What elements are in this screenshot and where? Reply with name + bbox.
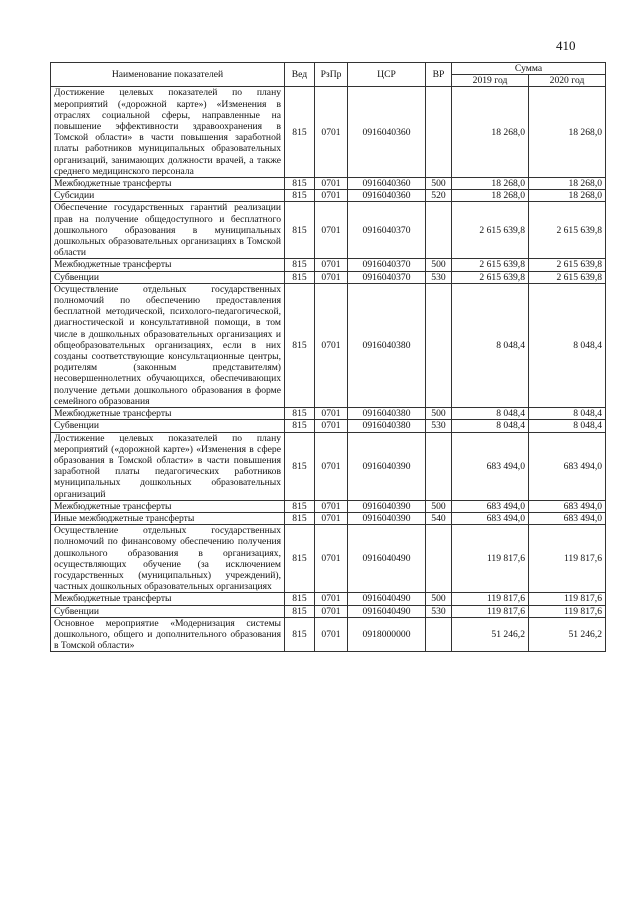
cell-csr: 0916040360	[348, 178, 426, 190]
cell-rzpr: 0701	[315, 87, 348, 178]
cell-csr: 0916040390	[348, 512, 426, 524]
cell-rzpr: 0701	[315, 512, 348, 524]
cell-rzpr: 0701	[315, 420, 348, 432]
cell-name: Иные межбюджетные трансферты	[51, 512, 285, 524]
cell-csr: 0916040370	[348, 259, 426, 271]
cell-csr: 0916040370	[348, 202, 426, 259]
cell-amount-2019: 18 268,0	[452, 190, 529, 202]
header-csr: ЦСР	[348, 63, 426, 87]
cell-amount-2019: 2 615 639,8	[452, 271, 529, 283]
table-header	[51, 63, 606, 87]
cell-amount-2020: 2 615 639,8	[529, 259, 606, 271]
cell-amount-2020: 18 268,0	[529, 87, 606, 178]
table-row	[51, 259, 606, 271]
cell-amount-2019: 119 817,6	[452, 605, 529, 617]
table-row	[51, 271, 606, 283]
cell-name: Межбюджетные трансферты	[51, 593, 285, 605]
table-row	[51, 283, 606, 407]
cell-vr	[426, 202, 452, 259]
cell-amount-2020: 2 615 639,8	[529, 202, 606, 259]
cell-amount-2020: 51 246,2	[529, 617, 606, 652]
cell-amount-2020: 8 048,4	[529, 408, 606, 420]
cell-name: Достижение целевых показателей по плану мероприятий («дорожной карте») «Изменения в сфере образования в Томской области» в части повышения заработной платы педагогических работников муниципальных дошкольных образовательных организаций	[51, 432, 285, 500]
table-row	[51, 593, 606, 605]
cell-csr: 0916040370	[348, 271, 426, 283]
table-row	[51, 190, 606, 202]
cell-vr	[426, 432, 452, 500]
cell-amount-2019: 683 494,0	[452, 432, 529, 500]
cell-rzpr: 0701	[315, 283, 348, 407]
cell-rzpr: 0701	[315, 178, 348, 190]
cell-vr: 540	[426, 512, 452, 524]
cell-name: Межбюджетные трансферты	[51, 408, 285, 420]
cell-csr: 0916040360	[348, 190, 426, 202]
cell-name: Обеспечение государственных гарантий реализации прав на получение общедоступного и бесплатного дошкольного образования в муниципальных дошкольных образовательных организациях в Томской области	[51, 202, 285, 259]
cell-rzpr: 0701	[315, 525, 348, 593]
header-year-2019: 2019 год	[452, 75, 529, 87]
cell-rzpr: 0701	[315, 617, 348, 652]
cell-vr: 500	[426, 178, 452, 190]
cell-amount-2019: 8 048,4	[452, 420, 529, 432]
cell-name: Межбюджетные трансферты	[51, 259, 285, 271]
cell-csr: 0916040390	[348, 500, 426, 512]
cell-vr	[426, 617, 452, 652]
table-row	[51, 178, 606, 190]
cell-amount-2020: 18 268,0	[529, 178, 606, 190]
table-row	[51, 525, 606, 593]
cell-rzpr: 0701	[315, 500, 348, 512]
cell-ved: 815	[285, 432, 315, 500]
cell-rzpr: 0701	[315, 202, 348, 259]
page-number: 410	[556, 38, 576, 53]
table-row	[51, 87, 606, 178]
cell-ved: 815	[285, 420, 315, 432]
cell-vr	[426, 525, 452, 593]
cell-ved: 815	[285, 283, 315, 407]
table-body	[51, 87, 606, 652]
header-ved: Вед	[285, 63, 315, 87]
table-row	[51, 512, 606, 524]
cell-ved: 815	[285, 525, 315, 593]
cell-rzpr: 0701	[315, 593, 348, 605]
cell-ved: 815	[285, 593, 315, 605]
cell-csr: 0916040490	[348, 525, 426, 593]
cell-rzpr: 0701	[315, 271, 348, 283]
cell-amount-2020: 683 494,0	[529, 500, 606, 512]
cell-vr: 530	[426, 420, 452, 432]
cell-csr: 0916040390	[348, 432, 426, 500]
cell-rzpr: 0701	[315, 605, 348, 617]
cell-ved: 815	[285, 259, 315, 271]
cell-amount-2019: 18 268,0	[452, 178, 529, 190]
cell-vr: 500	[426, 593, 452, 605]
cell-amount-2020: 683 494,0	[529, 512, 606, 524]
header-rzpr: РзПр	[315, 63, 348, 87]
cell-csr: 0916040490	[348, 605, 426, 617]
cell-amount-2019: 119 817,6	[452, 525, 529, 593]
cell-vr: 530	[426, 605, 452, 617]
cell-name: Субвенции	[51, 420, 285, 432]
cell-amount-2019: 683 494,0	[452, 500, 529, 512]
cell-ved: 815	[285, 202, 315, 259]
cell-ved: 815	[285, 87, 315, 178]
cell-amount-2019: 18 268,0	[452, 87, 529, 178]
table-row	[51, 408, 606, 420]
header-year-2020: 2020 год	[529, 75, 606, 87]
cell-name: Субвенции	[51, 271, 285, 283]
cell-ved: 815	[285, 605, 315, 617]
cell-amount-2020: 18 268,0	[529, 190, 606, 202]
cell-name: Межбюджетные трансферты	[51, 178, 285, 190]
cell-amount-2019: 8 048,4	[452, 283, 529, 407]
cell-rzpr: 0701	[315, 259, 348, 271]
table-row	[51, 617, 606, 652]
header-name: Наименование показателей	[51, 63, 285, 87]
cell-amount-2020: 119 817,6	[529, 605, 606, 617]
cell-vr: 500	[426, 259, 452, 271]
cell-name: Субвенции	[51, 605, 285, 617]
cell-vr: 500	[426, 500, 452, 512]
cell-ved: 815	[285, 512, 315, 524]
cell-amount-2019: 8 048,4	[452, 408, 529, 420]
cell-ved: 815	[285, 500, 315, 512]
cell-name: Осуществление отдельных государственных полномочий по обеспечению предоставления бесплатной методической, психолого-педагогической, диагностической и консультативной помощи, в том числе в дошкольных образовательных организациях и общеобразовательных организациях, если в них созданы соответствующие консультационные центры, родителям (законным представителям) несовершеннолетних обучающихся, обеспечивающих получение детьми дошкольного образования в форме семейного образования	[51, 283, 285, 407]
budget-table	[50, 62, 606, 652]
cell-name: Субсидии	[51, 190, 285, 202]
cell-vr: 500	[426, 408, 452, 420]
cell-vr: 530	[426, 271, 452, 283]
table-row	[51, 420, 606, 432]
cell-amount-2020: 8 048,4	[529, 283, 606, 407]
cell-csr: 0916040380	[348, 408, 426, 420]
cell-rzpr: 0701	[315, 432, 348, 500]
cell-amount-2019: 119 817,6	[452, 593, 529, 605]
cell-amount-2019: 2 615 639,8	[452, 259, 529, 271]
cell-amount-2020: 2 615 639,8	[529, 271, 606, 283]
cell-rzpr: 0701	[315, 408, 348, 420]
cell-name: Межбюджетные трансферты	[51, 500, 285, 512]
cell-rzpr: 0701	[315, 190, 348, 202]
cell-vr	[426, 283, 452, 407]
cell-amount-2019: 2 615 639,8	[452, 202, 529, 259]
cell-amount-2019: 51 246,2	[452, 617, 529, 652]
header-vr: ВР	[426, 63, 452, 87]
cell-csr: 0916040380	[348, 283, 426, 407]
cell-csr: 0916040360	[348, 87, 426, 178]
cell-amount-2020: 119 817,6	[529, 593, 606, 605]
cell-csr: 0918000000	[348, 617, 426, 652]
table-row	[51, 500, 606, 512]
cell-amount-2019: 683 494,0	[452, 512, 529, 524]
cell-ved: 815	[285, 617, 315, 652]
cell-csr: 0916040380	[348, 420, 426, 432]
cell-csr: 0916040490	[348, 593, 426, 605]
cell-amount-2020: 119 817,6	[529, 525, 606, 593]
cell-vr	[426, 87, 452, 178]
cell-ved: 815	[285, 190, 315, 202]
header-sum: Сумма	[452, 63, 606, 75]
table-row	[51, 605, 606, 617]
cell-amount-2020: 683 494,0	[529, 432, 606, 500]
cell-name: Основное мероприятие «Модернизация системы дошкольного, общего и дополнительного образования в Томской области»	[51, 617, 285, 652]
cell-ved: 815	[285, 178, 315, 190]
table-row	[51, 432, 606, 500]
cell-ved: 815	[285, 408, 315, 420]
cell-name: Достижение целевых показателей по плану мероприятий («дорожной карте») «Изменения в отраслях социальной сферы, направленные на повышение эффективности здравоохранения в Томской области» в части повышения заработной платы работников муниципальных образовательных организаций, занимающих должности врачей, а также среднего медицинского персонала	[51, 87, 285, 178]
cell-name: Осуществление отдельных государственных полномочий по финансовому обеспечению получения дошкольного образования в организациях, осуществляющих обучение (за исключением государственных (муниципальных) учреждений), частных дошкольных образовательных организациях	[51, 525, 285, 593]
cell-ved: 815	[285, 271, 315, 283]
cell-vr: 520	[426, 190, 452, 202]
table-row	[51, 202, 606, 259]
cell-amount-2020: 8 048,4	[529, 420, 606, 432]
